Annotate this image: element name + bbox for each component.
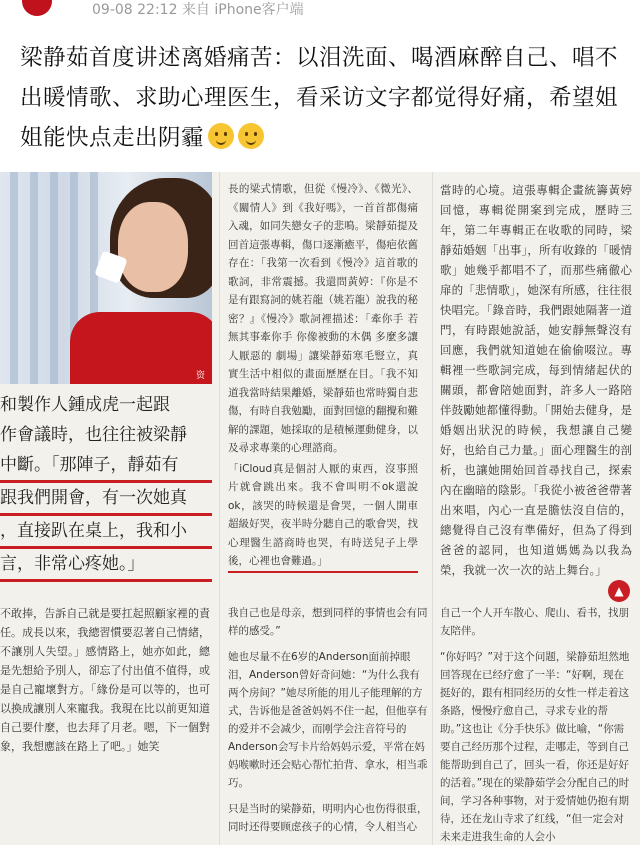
headline-text: 梁静茹首度讲述离婚痛苦：以泪洗面、喝酒麻醉自己、唱不出暖情歌、求助心理医生，看采访文字都觉得好痛，希望姐姐能快点走出阴霾 xyxy=(20,45,619,151)
caption-a-line: 我自己也是母亲，想到同样的事情也会有同样的感受。” xyxy=(228,607,428,637)
photo-credit: 资 xyxy=(196,371,206,381)
column-a-quote: 「iCloud真是個討人厭的東西，沒事照片就會跳出來。我不會叫明不ok還說ok，該哭的時候還是會哭，一個人開車超級好哭，夜半時分聽自己的歌會哭，找心理醫生諮商時也哭，有時送兒子上學後，心裡也會難過。」 xyxy=(228,460,418,573)
left-line: 作會議時，也往往被梁靜 xyxy=(0,425,187,445)
portrait-face xyxy=(118,202,188,292)
caption-column-b xyxy=(440,604,632,845)
column-b-paragraph: 當時的心境。這張專輯企畫統籌黃婷回憶，專輯從開案到完成，歷時三年，第二年專輯正在收歌的同時，梁靜茹婚姻「出事」，所有收錄的「暖情歌」她幾乎都唱不了，而那些痛徹心扉的「悲情歌」，她深有所感，往往很快唱完。「錄音時，我們跟她隔著一道門，有時跟她說話，她安靜無聲沒有回應，我們就知道她在偷偷啜泣。專輯裡一些歌詞完成，每到情緒起伏的關頭，都會陪她面對，許多人一路陪伴鼓勵她都懂得動。「開始去健身，是婚姻出狀況的時候，我想讓自己變好，也給自己力量。」面心理醫生的剖析，也讓她開始回首尋找自己，探索內在幽暗的陰影。「我從小被爸爸帶著出來唱，內心一直是膽怯沒自信的，總覺得自己沒有準備好，但為了得到爸爸的認同，也知道媽媽為以我為榮，我就一次一次的站上舞台。」 xyxy=(440,183,632,577)
post-header xyxy=(0,0,640,22)
left-line: 言，非常心疼她。」 xyxy=(0,549,212,582)
column-divider xyxy=(432,172,433,845)
post-meta: 09-08 22:12 来自 iPhone客户端 xyxy=(92,2,304,18)
article-left-text xyxy=(0,390,212,582)
caption-a-line: 她也尽量不在6岁的Anderson面前掉眼泪，Anderson曾好奇问她：“为什么我有两个房间？”她尽所能的用儿子能理解的方式，告诉他是爸爸妈妈不住一起，但他享有的爱并不会减少，而刚学会注音符号的Anderson会写卡片给妈妈示爱，平常在妈妈喉嗽时还会贴心帮忙拍背、拿水，相当乖巧。 xyxy=(228,651,428,789)
post-image[interactable] xyxy=(0,172,640,845)
portrait-photo xyxy=(0,172,212,384)
caption-a-line: 只是当时的梁静茹，明明内心也伤得很重，同时还得要顾虑孩子的心情，令人相当心 xyxy=(228,803,428,833)
post-headline xyxy=(20,38,620,158)
left-line: 中斷。「那陣子，靜茹有 xyxy=(0,450,212,483)
hug-emoji-icon xyxy=(238,123,264,149)
article-column-a xyxy=(228,180,418,573)
scroll-up-icon[interactable]: ▲ xyxy=(608,580,630,602)
article-column-b xyxy=(440,180,632,580)
left-line: 跟我們開會，有一次她真 xyxy=(0,483,212,516)
column-a-paragraph: 長的梁式情歌，但從《慢冷》、《微光》、《關情人》到《我好嗎》，一首首都傷痛入魂，如同失戀女子的悲鳴。梁靜茹提及回首這張專輯，傷口逐漸癒平，傷疤依舊存在：「我第一次看到《慢冷》這首歌的歌詞，非常震撼。我還問黃婷：『你是不是有跟寫詞的姚若龍（姚若龍）說我的秘密？』《慢冷》歌詞裡描述：「牽你手 若無其事牽你手 你像被動的木偶 多麼多讓人厭惡的 劇場」讓梁靜茹寒毛豎立，真實生活中相似的畫面歷歷在目。「我不知道我當時結果離婚，梁靜茹也常時獨自悲傷，有時自我勉勵，面對回憶的翻攪和難解的課題，她採取的是積極運動健身，以及尋求專業的心理諮商。 xyxy=(228,183,418,454)
caption-b-line: 自己一个人开车散心、爬山、看书，找朋友陪伴。 xyxy=(440,607,629,637)
left-line: 和製作人鍾成虎一起跟 xyxy=(0,395,170,415)
article-column-c xyxy=(0,604,210,756)
caption-b-line: “你好吗？”对于这个问题，梁静茹坦然地回答现在已经疗愈了一半：“好啊，现在挺好的，跟有相同经历的女性一样走着这条路，慢慢疗愈自己，寻求专业的帮助。”这也让《分手快乐》做比喻，“你需要自己经历那个过程，走哪走，等到自己能帮助到自己了，回头一看，你还是好好的活着。”现在的梁静茹学会分配自己的时间，学习各种事物，对于爱情她仍抱有期待，还在龙山寺求了红线，“但一定会对未来走进我生命的人会小 xyxy=(440,651,630,843)
column-c-paragraph: 不敢捧，告訴自己就是要扛起照顧家裡的責任。成長以來，我總習慣要忍著自己情緒，不讓別人失望。」感情路上，她亦如此，總是先想給予別人，卻忘了付出值不值得，或是自己寵壞對方。「緣份是可以等的，也可以換成讓別人來寵我。我現在比以前更知道自己要什麼，也去拜了月老。嗯，下一個對象，我想應該在路上了吧。」她笑 xyxy=(0,607,210,753)
portrait-shirt xyxy=(70,312,212,384)
left-line: ，直接趴在桌上，我和小 xyxy=(0,516,212,549)
column-divider xyxy=(219,172,220,845)
caption-column-a xyxy=(228,604,428,836)
hug-emoji-icon xyxy=(208,123,234,149)
avatar[interactable] xyxy=(22,0,52,16)
